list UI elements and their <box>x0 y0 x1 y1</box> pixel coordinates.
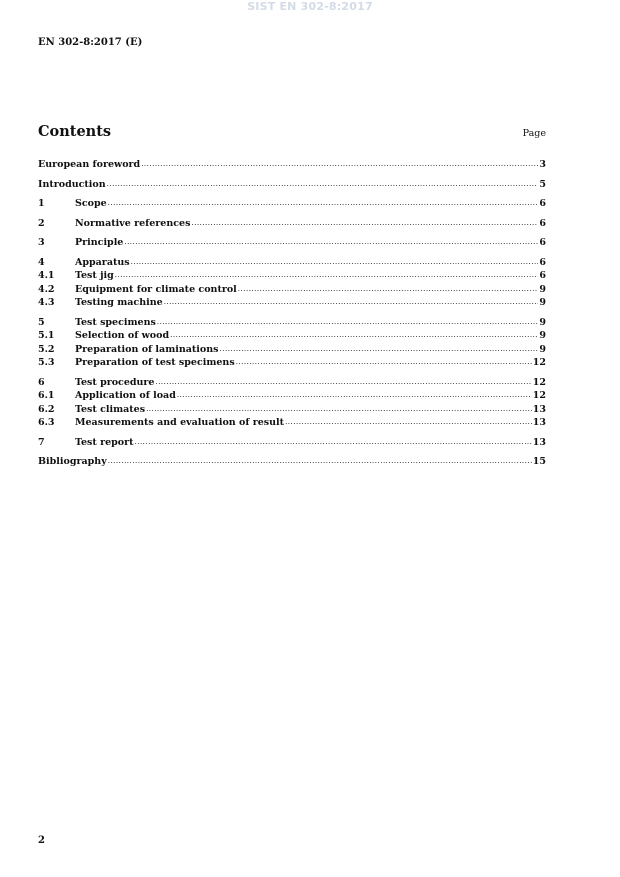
toc-entry-title: Introduction <box>38 178 106 190</box>
toc-entry[interactable] <box>38 296 546 310</box>
toc-entry-page: 13 <box>532 417 546 428</box>
toc-entry[interactable] <box>38 178 546 192</box>
toc-entry-page: 9 <box>539 316 546 328</box>
toc-entry-title: European foreword <box>38 159 141 170</box>
toc-entry[interactable] <box>38 403 546 417</box>
toc-dot-leader <box>108 197 539 211</box>
toc-entry-page: 12 <box>532 390 546 401</box>
toc-dot-leader <box>236 356 532 370</box>
toc-entry-number: 2 <box>38 217 45 229</box>
toc-entry-page: 6 <box>539 237 546 248</box>
toc-entry-title: Preparation of test specimens <box>75 357 235 368</box>
toc-entry-title: Normative references <box>75 217 191 229</box>
toc-entry-number: 6 <box>38 376 45 388</box>
toc-entry[interactable] <box>38 283 546 297</box>
page-number: 2 <box>38 835 45 846</box>
toc-entry-page: 6 <box>539 198 546 209</box>
toc-entry-number: 7 <box>38 436 45 448</box>
toc-entry-page: 5 <box>539 178 546 190</box>
toc-entry[interactable] <box>38 197 546 211</box>
toc-entry-number: 5.1 <box>38 330 55 341</box>
toc-dot-leader <box>108 455 532 469</box>
toc-entry[interactable] <box>38 455 546 469</box>
toc-entry[interactable] <box>38 389 546 403</box>
table-of-contents <box>38 158 546 469</box>
toc-entry-title: Test climates <box>75 403 146 415</box>
toc-entry-page: 13 <box>532 403 546 415</box>
toc-entry-page: 9 <box>539 283 546 295</box>
toc-entry-page: 12 <box>532 357 546 368</box>
toc-entry-title: Test procedure <box>75 376 155 388</box>
toc-entry-title: Preparation of laminations <box>75 343 219 355</box>
toc-entry-title: Testing machine <box>75 297 163 308</box>
toc-entry-page: 6 <box>539 256 546 268</box>
document-id: EN 302-8:2017 (E) <box>38 37 143 48</box>
toc-entry[interactable] <box>38 416 546 430</box>
toc-dot-leader <box>135 436 532 450</box>
toc-entry-title: Test report <box>75 436 134 448</box>
toc-dot-leader <box>164 296 539 310</box>
toc-dot-leader <box>107 178 539 192</box>
toc-entry-number: 4 <box>38 256 45 268</box>
toc-entry[interactable] <box>38 343 546 357</box>
toc-dot-leader <box>177 389 532 403</box>
toc-entry[interactable] <box>38 329 546 343</box>
toc-entry-title: Equipment for climate control <box>75 283 237 295</box>
toc-dot-leader <box>146 403 532 417</box>
toc-entry-title: Bibliography <box>38 456 107 467</box>
toc-entry-title: Scope <box>75 198 107 209</box>
toc-dot-leader <box>157 316 539 330</box>
toc-entry[interactable] <box>38 269 546 283</box>
toc-entry[interactable] <box>38 236 546 250</box>
toc-entry-number: 3 <box>38 237 45 248</box>
toc-entry-page: 9 <box>539 343 546 355</box>
toc-entry[interactable] <box>38 217 546 231</box>
toc-dot-leader <box>170 329 538 343</box>
toc-entry-number: 4.2 <box>38 283 55 295</box>
toc-dot-leader <box>220 343 539 357</box>
toc-entry[interactable] <box>38 256 546 270</box>
toc-entry-page: 6 <box>539 217 546 229</box>
toc-entry-title: Measurements and evaluation of result <box>75 417 285 428</box>
toc-entry-number: 6.1 <box>38 390 55 401</box>
toc-dot-leader <box>155 376 531 390</box>
toc-dot-leader <box>238 283 539 297</box>
watermark: SIST EN 302-8:2017 <box>247 0 373 13</box>
toc-dot-leader <box>115 269 539 283</box>
contents-heading: Contents <box>38 123 112 140</box>
toc-entry-title: Test jig <box>75 270 114 281</box>
toc-entry-title: Application of load <box>75 390 176 401</box>
toc-entry-title: Apparatus <box>75 256 130 268</box>
toc-entry-number: 5.2 <box>38 343 55 355</box>
toc-entry-title: Selection of wood <box>75 330 170 341</box>
toc-entry[interactable] <box>38 158 546 172</box>
toc-dot-leader <box>285 416 532 430</box>
toc-entry-number: 6.3 <box>38 417 55 428</box>
toc-entry-number: 1 <box>38 198 45 209</box>
toc-entry[interactable] <box>38 436 546 450</box>
toc-entry-page: 9 <box>539 297 546 308</box>
toc-entry-page: 13 <box>532 436 546 448</box>
toc-entry-number: 4.1 <box>38 270 55 281</box>
toc-entry-number: 5 <box>38 316 45 328</box>
page-column-label: Page <box>522 128 546 139</box>
toc-dot-leader <box>141 158 538 172</box>
toc-entry-number: 5.3 <box>38 357 55 368</box>
toc-entry-page: 3 <box>539 159 546 170</box>
toc-entry[interactable] <box>38 376 546 390</box>
toc-entry-page: 6 <box>539 270 546 281</box>
toc-dot-leader <box>124 236 538 250</box>
toc-entry-title: Test specimens <box>75 316 156 328</box>
toc-entry-page: 9 <box>539 330 546 341</box>
toc-entry[interactable] <box>38 316 546 330</box>
toc-entry-number: 6.2 <box>38 403 55 415</box>
toc-entry-title: Principle <box>75 237 124 248</box>
toc-dot-leader <box>131 256 539 270</box>
toc-entry-page: 15 <box>532 456 546 467</box>
toc-dot-leader <box>191 217 538 231</box>
toc-entry-number: 4.3 <box>38 297 55 308</box>
toc-entry-page: 12 <box>532 376 546 388</box>
toc-entry[interactable] <box>38 356 546 370</box>
